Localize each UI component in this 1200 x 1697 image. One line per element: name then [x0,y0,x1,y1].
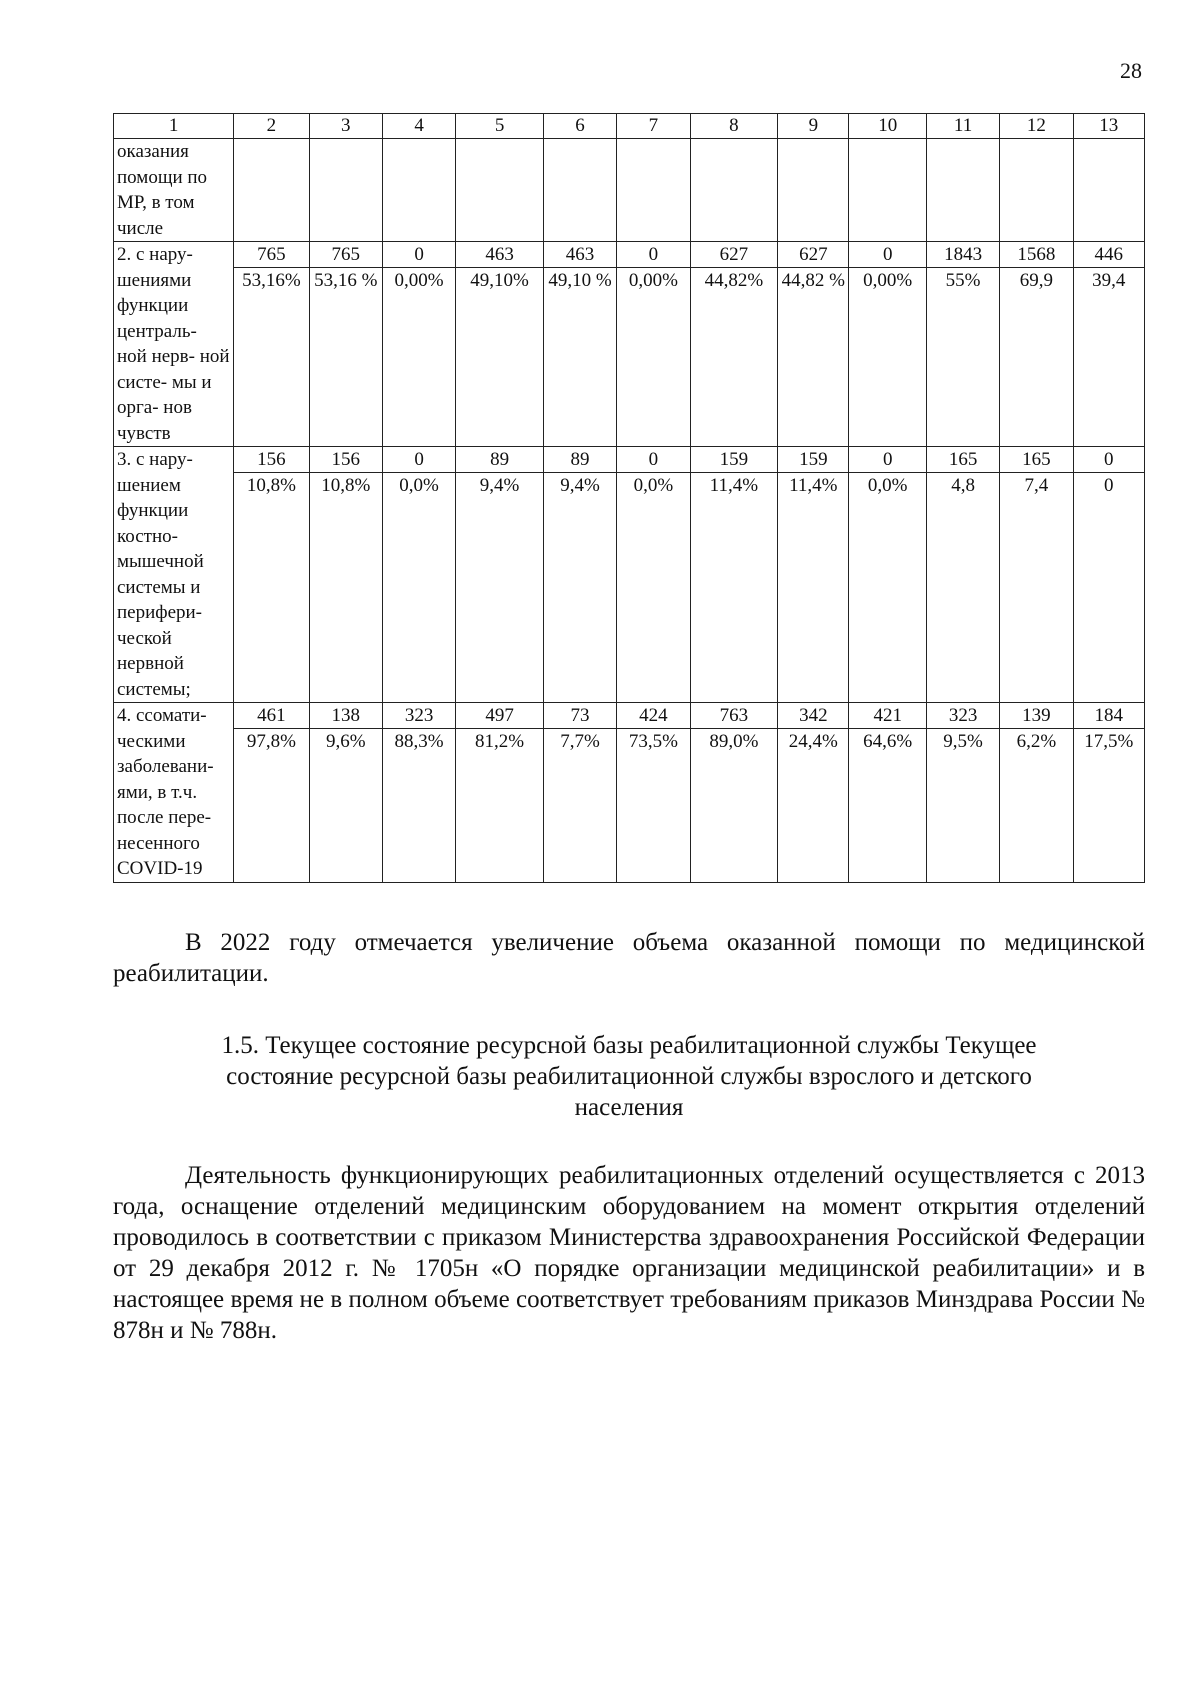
share-value: 49,10% [470,270,529,291]
value-cell [1000,703,1073,883]
table-row [114,242,1145,447]
share-value: 69,9 [1019,270,1054,291]
value-cell [926,242,999,447]
column-header-10: 10 [849,114,926,139]
value-cell [617,447,690,703]
count-value: 156 [234,447,308,473]
empty-cell [849,139,926,242]
value-cell [926,447,999,703]
empty-cell [382,139,455,242]
count-value: 627 [691,242,778,268]
count-value: 0 [849,447,925,473]
count-value: 156 [310,447,382,473]
count-value: 461 [234,703,308,729]
value-cell [1073,703,1144,883]
value-cell [778,703,849,883]
count-value: 1843 [927,242,999,268]
column-header-6: 6 [543,114,616,139]
count-value: 0 [1074,447,1144,473]
empty-cell [1000,139,1073,242]
share-value: 55% [945,270,981,291]
value-cell [778,447,849,703]
share-value: 17,5% [1084,731,1134,752]
count-value: 0 [617,242,689,268]
value-cell [234,242,309,447]
value-cell [617,242,690,447]
value-cell [1073,447,1144,703]
empty-cell [1073,139,1144,242]
share-value: 73,5% [628,731,678,752]
share-value: 6,2% [1016,731,1057,752]
empty-cell [778,139,849,242]
count-value: 446 [1074,242,1144,268]
value-cell [690,703,778,883]
share-value: 7,7% [560,731,600,752]
value-cell [234,447,309,703]
share-value: 0 [1104,475,1114,496]
section-heading: 1.5. Текущее состояние ресурсной базы реабилитационной службы Текущее состояние ресурсной базы реабилитационной службы взрослого и детского населения [221,1032,1037,1121]
paragraph-volume-increase: В 2022 году отмечается увеличение объема оказанной помощи по медицинской реабилитации. [113,929,1145,987]
column-header-12: 12 [1000,114,1073,139]
column-header-1: 1 [114,114,234,139]
count-value: 342 [778,703,848,729]
count-value: 89 [544,447,616,473]
column-header-3: 3 [309,114,382,139]
count-value: 463 [544,242,616,268]
value-cell [778,242,849,447]
count-value: 165 [927,447,999,473]
share-value: 88,3% [394,731,444,752]
table-row-continuation [114,139,1145,242]
count-value: 765 [310,242,382,268]
value-cell [456,242,544,447]
value-cell [849,242,926,447]
share-value: 0,00% [628,270,678,291]
row-label: оказания помощи по МР, в том числе [114,139,234,242]
count-value: 0 [383,242,455,268]
row-label: 3. с нару- шением функции костно- мышечной системы и перифери- ческой нервной системы; [114,447,234,703]
count-value: 0 [383,447,455,473]
count-value: 421 [849,703,925,729]
column-header-11: 11 [926,114,999,139]
row-label: 2. с нару- шениями функции централь- ной нерв- ной систе- мы и орга- нов чувств [114,242,234,447]
count-value: 323 [383,703,455,729]
share-value: 7,4 [1024,475,1049,496]
share-value: 11,4% [789,475,838,496]
table-header-row [114,114,1145,139]
column-header-9: 9 [778,114,849,139]
count-value: 1568 [1000,242,1072,268]
share-value: 0,0% [867,475,908,496]
share-value: 9,4% [560,475,600,496]
row-label: 4. ссомати- ческими заболевани- ями, в т.ч. после пере- несенного COVID-19 [114,703,234,883]
count-value: 463 [456,242,543,268]
column-header-5: 5 [456,114,544,139]
value-cell [617,703,690,883]
empty-cell [234,139,309,242]
count-value: 159 [691,447,778,473]
column-header-4: 4 [382,114,455,139]
share-value: 44,82 % [781,270,845,291]
value-cell [543,447,616,703]
share-value: 64,6% [863,731,913,752]
value-cell [543,242,616,447]
value-cell [849,703,926,883]
column-header-13: 13 [1073,114,1144,139]
value-cell [382,703,455,883]
share-value: 10,8% [321,475,371,496]
count-value: 138 [310,703,382,729]
value-cell [543,703,616,883]
empty-cell [543,139,616,242]
share-value: 9,5% [943,731,983,752]
count-value: 0 [617,447,689,473]
empty-cell [309,139,382,242]
share-value: 49,10 % [548,270,612,291]
share-value: 0,00% [394,270,444,291]
share-value: 9,6% [325,731,366,752]
share-value: 89,0% [709,731,759,752]
table-row [114,703,1145,883]
value-cell [382,242,455,447]
column-header-2: 2 [234,114,309,139]
share-value: 10,8% [246,475,296,496]
share-value: 44,82% [704,270,764,291]
value-cell [1073,242,1144,447]
share-value: 0,0% [399,475,439,496]
value-cell [382,447,455,703]
paragraph-departments-activity: Деятельность функционирующих реабилитационных отделений осуществляется с 2013 года, оснащение отделений медицинским оборудованием на момент открытия отделений проводилось в соответствии с приказом Министерства здравоохранения Российской Федерации от 29 декабря 2012 г. № 1705н «О порядке организации медицинской реабилитации» и в настоящее время не в полном объеме соответствует требованиям приказов Минздрава России № 878н и № 788н. [113,1162,1145,1344]
count-value: 627 [778,242,848,268]
value-cell [309,242,382,447]
value-cell [690,242,778,447]
value-cell [849,447,926,703]
count-value: 184 [1074,703,1144,729]
count-value: 424 [617,703,689,729]
count-value: 73 [544,703,616,729]
rehab-statistics-table [113,113,1145,883]
value-cell [1000,447,1073,703]
count-value: 159 [778,447,848,473]
empty-cell [690,139,778,242]
table-row [114,447,1145,703]
empty-cell [456,139,544,242]
share-value: 0,00% [863,270,913,291]
count-value: 0 [849,242,925,268]
share-value: 39,4 [1092,270,1126,291]
count-value: 323 [927,703,999,729]
empty-cell [926,139,999,242]
count-value: 139 [1000,703,1072,729]
share-value: 0,0% [633,475,674,496]
value-cell [456,703,544,883]
value-cell [309,703,382,883]
share-value: 97,8% [246,731,296,752]
value-cell [456,447,544,703]
share-value: 9,4% [479,475,520,496]
share-value: 53,16 % [314,270,378,291]
share-value: 53,16% [242,270,301,291]
empty-cell [617,139,690,242]
count-value: 497 [456,703,543,729]
share-value: 4,8 [951,475,975,496]
share-value: 24,4% [788,731,838,752]
count-value: 165 [1000,447,1072,473]
value-cell [234,703,309,883]
page-number: 28 [1120,58,1142,83]
value-cell [309,447,382,703]
value-cell [1000,242,1073,447]
count-value: 89 [456,447,543,473]
count-value: 763 [691,703,778,729]
share-value: 11,4% [709,475,759,496]
column-header-8: 8 [690,114,778,139]
value-cell [690,447,778,703]
count-value: 765 [234,242,308,268]
share-value: 81,2% [475,731,525,752]
value-cell [926,703,999,883]
column-header-7: 7 [617,114,690,139]
